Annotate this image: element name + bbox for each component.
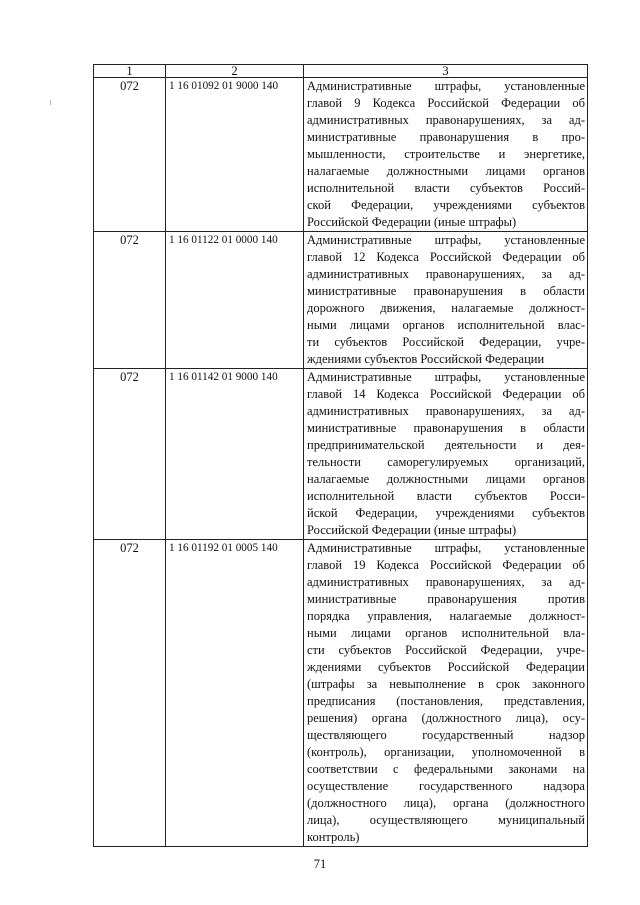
description-line: тельности саморегулируемых организаций, <box>307 455 585 469</box>
description-line: соответствии с федеральными законами на <box>307 762 585 776</box>
description-line: (должностного лица), органа (должностного <box>307 796 585 810</box>
table-row <box>94 78 588 232</box>
description-line: (штрафы за невыполнение в срок законного <box>307 677 585 691</box>
table-row <box>94 369 588 540</box>
page-number: 71 <box>313 857 327 871</box>
description-cell <box>304 369 588 540</box>
description-line: (контроль), организации, уполномоченной в <box>307 745 585 759</box>
description-line: Административные штрафы, установленные <box>307 541 585 555</box>
header-row <box>94 65 588 78</box>
description-line: контроль) <box>307 830 360 844</box>
table-row <box>94 232 588 369</box>
description-line: административных правонарушениях, за ад- <box>307 267 585 281</box>
description-line: ществляющего государственный надзор <box>307 728 585 742</box>
description-line: Российской Федерации (иные штрафы) <box>307 215 517 229</box>
description-line: ными лицами органов исполнительной вла- <box>307 626 585 640</box>
kbk-code-cell: 1 16 01092 01 9000 140 <box>166 78 304 232</box>
description-line: исполнительной власти субъектов Россий- <box>307 181 585 195</box>
admin-code-cell: 072 <box>94 369 166 540</box>
header-col-3: 3 <box>304 65 588 78</box>
table-row <box>94 540 588 847</box>
description-line: министративные правонарушения в области <box>307 421 585 435</box>
description-line: министративные правонарушения в про- <box>307 130 585 144</box>
description-line: административных правонарушениях, за ад- <box>307 113 585 127</box>
description-line: мышленности, строительстве и энергетике, <box>307 147 585 161</box>
description-cell <box>304 540 588 847</box>
description-line: исполнительной власти субъектов Росси- <box>307 489 585 503</box>
description-line: ными лицами органов исполнительной влас- <box>307 318 585 332</box>
budget-codes-table <box>93 64 588 847</box>
description-line: Административные штрафы, установленные <box>307 79 585 93</box>
header-col-1: 1 <box>94 65 166 78</box>
description-line: налагаемые должностными лицами органов <box>307 472 585 486</box>
description-line: Российской Федерации (иные штрафы) <box>307 523 517 537</box>
description-line: министративные правонарушения в области <box>307 284 585 298</box>
description-line: лица), осуществляющего муниципальный <box>307 813 585 827</box>
description-line: порядка управления, налагаемые должност- <box>307 609 585 623</box>
description-line: главой 14 Кодекса Российской Федерации об <box>307 387 585 401</box>
description-line: сти субъектов Российской Федерации, учре- <box>307 643 585 657</box>
description-line: главой 12 Кодекса Российской Федерации об <box>307 250 585 264</box>
kbk-code-cell: 1 16 01192 01 0005 140 <box>166 540 304 847</box>
header-col-2: 2 <box>166 65 304 78</box>
description-line: осуществление государственного надзора <box>307 779 585 793</box>
description-line: налагаемые должностными лицами органов <box>307 164 585 178</box>
admin-code-cell: 072 <box>94 232 166 369</box>
description-line: ждениями субъектов Российской Федерации <box>307 660 585 674</box>
description-line: предпринимательской деятельности и дея- <box>307 438 585 452</box>
description-line: административных правонарушениях, за ад- <box>307 575 585 589</box>
table-body <box>94 65 588 847</box>
description-cell <box>304 78 588 232</box>
admin-code-cell: 072 <box>94 540 166 847</box>
description-line: ждениями субъектов Российской Федерации <box>307 352 545 366</box>
description-line: главой 19 Кодекса Российской Федерации об <box>307 558 585 572</box>
description-line: Административные штрафы, установленные <box>307 370 585 384</box>
description-line: предписания (постановления, представления, <box>307 694 585 708</box>
description-cell <box>304 232 588 369</box>
margin-mark <box>50 100 51 105</box>
description-line: министративные правонарушения против <box>307 592 585 606</box>
kbk-code-cell: 1 16 01142 01 9000 140 <box>166 369 304 540</box>
description-line: ти субъектов Российской Федерации, учре- <box>307 335 585 349</box>
description-line: йской Федерации, учреждениями субъектов <box>307 506 585 520</box>
kbk-code-cell: 1 16 01122 01 0000 140 <box>166 232 304 369</box>
admin-code-cell: 072 <box>94 78 166 232</box>
description-line: главой 9 Кодекса Российской Федерации об <box>307 96 585 110</box>
description-line: административных правонарушениях, за ад- <box>307 404 585 418</box>
description-line: ской Федерации, учреждениями субъектов <box>307 198 585 212</box>
description-line: Административные штрафы, установленные <box>307 233 585 247</box>
description-line: дорожного движения, налагаемые должност- <box>307 301 585 315</box>
description-line: решения) органа (должностного лица), осу- <box>307 711 585 725</box>
